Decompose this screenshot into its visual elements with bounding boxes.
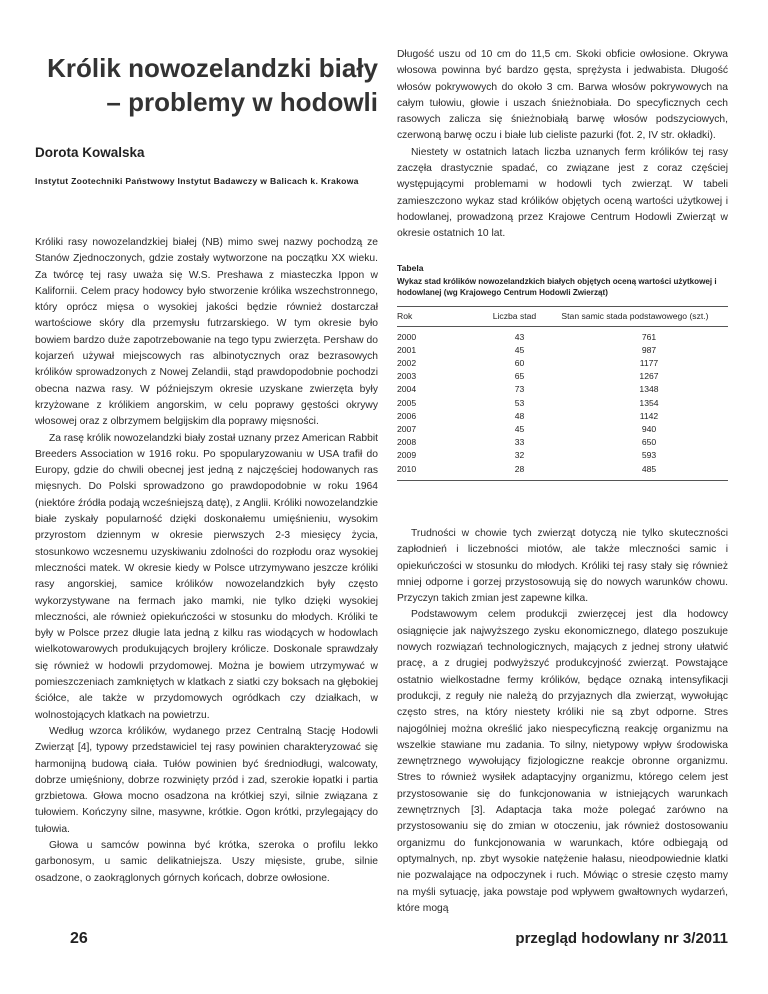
cell-year: 2010 (397, 463, 487, 481)
data-table-block (397, 263, 728, 481)
cell-year: 2008 (397, 437, 417, 448)
cell-herds: 33 (514, 437, 525, 448)
page-number: 26 (70, 930, 88, 947)
title-line-1: Królik nowozelandzki biały (47, 53, 378, 83)
cell-females: 650 (641, 437, 657, 448)
paragraph: Króliki rasy nowozelandzkiej białej (NB) mimo swej nazwy pochodzą ze Stanów Zjednoczonych, gdzie zostały wytworzone na początku XX wieku. Za twórcę tej rasy uważa się W.S. Preshawa z miasteczka Ippon w Kalifornii. Celem pracy hodowcy było stworzenie królika wszechstronnego, który oprócz mięsa o wysokiej jakości będzie również dostarczał wartościowe skóry dla przemysłu futrzarskiego. W tym okresie było bowiem bardzo duże zapotrzebowanie na tego typu zwierzęta. Pershaw do kojarzeń używał miejscowych ras albinotycznych oraz bezrasowych królików sprowadzonych z Nowej Zelandii, stąd prawdopodobnie pochodzi obecna nazwa rasy. W późniejszym okresie uzyskane zwierzęta były krzyżowane z królikiem angorskim, w celu poprawy gęstości okrywy włosowej oraz z olbrzymem belgijskim dla poprawy mięsności. (35, 237, 378, 428)
paragraph: Podstawowym celem produkcji zwierzęcej jest dla hodowcy osiągnięcie jak najwyższego zysku ekonomicznego, dlatego poszukuje nowych rozwiązań technologicznych, mających z jednej strony ułatwić pracę, a z drugiej podwyższyć produkcyjność zwierząt. Powstające ostatnio wielkostadne fermy królików, będące oznaką intensyfikacji produkcji, z reguły nie należą do przyjaznych dla zwierząt, wywołując często stres, na który niestety króliki nie są zbyt odporne. Stres najogólniej można określić jako niespecyficzną reakcję organizmu na wszelkie stawiane mu zadania. To silny, nietypowy wpływ środowiska zewnętrznego wywołujący fizjologiczne reakcje obronne organizmu. Stres to również wysiłek adaptacyjny organizmu, którego celem jest przystosowanie się do funkcjonowania w istniejących warunkach zewnętrznych [3]. Adaptacja taka może polegać zarówno na przystosowaniu się do zmian w otoczeniu, jak również dostosowaniu organizmu do funkcjonowania w warunkach, które odbiegają od optymalnych, np. zbyt wysokie natężenie hałasu, nieodpowiednie klatki nie pozwalające na odpoczynek i ruch. Mówiąc o stresie często mamy na myśli sytuację, jaka powstaje pod wpływem gwałtownych wydarzeń, które mogą (397, 609, 728, 914)
cell-females: 485 (542, 463, 728, 481)
cell-females: 1142 (639, 410, 659, 421)
cell-females: 1267 (639, 371, 659, 382)
paragraph: Długość uszu od 10 cm do 11,5 cm. Skoki obficie owłosione. Okrywa włosowa powinna być bardzo gęsta, sprężysta i jedwabista. Długość włosów pokrywowych do około 3 cm. Barwa włosów pokrywowych na całym tułowiu, głowie i uszach śnieżnobiała. Do specyficznych cech rasowych zalicza się śnieżnobiałą barwę włosów podszyciowych, czerwoną barwę oczu i białe lub cieliste pazurki (fot. 2, IV str. okładki). (397, 49, 728, 142)
journal-footer: przegląd hodowlany nr 3/2011 (515, 930, 728, 947)
paragraph: Trudności w chowie tych zwierząt dotyczą nie tylko skuteczności zapłodnień i liczebności miotów, ale także mleczności samic i opiekuńczości w stosunku do młodych. Króliki tej rasy stały się również mniej odporne i gorzej przystosowują się do nowych warunków chowu. Przyczyn takich zmian jest zapewne kilka. (397, 528, 728, 605)
title-line-2: – problemy w hodowli (106, 87, 378, 117)
table-row (397, 410, 728, 423)
table-row (397, 423, 728, 436)
cell-year: 2001 (397, 344, 417, 355)
cell-year: 2009 (397, 450, 417, 461)
article-title (35, 51, 378, 119)
cell-females: 987 (641, 344, 657, 355)
cell-herds: 53 (514, 397, 525, 408)
cell-year: 2007 (397, 423, 417, 434)
cell-herds: 32 (514, 450, 525, 461)
paragraph: Głowa u samców powinna być krótka, szeroka o profilu lekko garbonosym, u samic delikatniejsza. Uszy mięsiste, grube, silnie osadzone, o zaokrąglonych górnych końcach, dobrze owłosione. (35, 839, 378, 884)
body-text-right-bottom (397, 526, 728, 917)
cell-herds: 43 (514, 331, 525, 342)
cell-year: 2004 (397, 384, 417, 395)
cell-year: 2006 (397, 410, 417, 421)
cell-herds: 28 (487, 463, 542, 481)
table-row (397, 370, 728, 383)
author-name: Dorota Kowalska (35, 145, 145, 160)
cell-year: 2005 (397, 397, 417, 408)
herd-table (397, 306, 728, 481)
header-herd-count: Liczba stad (487, 307, 542, 327)
header-year: Rok (397, 307, 487, 327)
paragraph: Za rasę królik nowozelandzki biały został uznany przez American Rabbit Breeders Association w 1916 roku. Po spopularyzowaniu w USA trafił do Europy, gdzie do chwili obecnej jest jedną z najczęściej hodowanych ras mięsnych. Do Polski sprowadzono go prawdopodobnie w roku 1964 (niektóre źródła podają wcześniejszą datę), z Anglii. Króliki nowozelandzkie białe zyskały popularność dzięki doskonałemu umięśnieniu, wysokim przyrostom dziennym w okresie pierwszych 2-3 miesięcy życia, stosunkowo wczesnemu uzyskiwaniu zdolności do rozpłodu oraz wysokiej mleczności matek. W okresie kiedy w Polsce utrzymywano jeszcze króliki rasy angorskiej, samice królików nowozelandzkich były często wykorzystywane na fermach jako mamki, nie tylko dzięki wysokiej mleczności, ale również opiekuńczości w stosunku do młodych. Króliki te były w Polsce przez długie lata jedną z kilku ras wiodących w hodowlach wielkotowarowych produkujących brojlery królicze. Doskonale sprawdzały się również w hodowli przydomowej. Można je bowiem utrzymywać w pomieszczeniach zamkniętych w klatkach z siatki czy boksach na głębokiej ściółce, ale także w przydomowych ogródkach czy działkach, w wolnostojących klatkach na powietrzu. (35, 432, 378, 721)
author-affiliation: Instytut Zootechniki Państwowy Instytut Badawczy w Balicach k. Krakowa (35, 176, 359, 186)
cell-herds: 73 (514, 384, 525, 395)
cell-herds: 45 (514, 344, 525, 355)
table-row (397, 463, 728, 481)
body-text-left (35, 235, 378, 887)
table-row (397, 436, 728, 449)
table-row (397, 383, 728, 396)
cell-herds: 65 (514, 371, 525, 382)
table-row (397, 344, 728, 357)
paragraph: Według wzorca królików, wydanego przez Centralną Stację Hodowli Zwierząt [4], typowy przedstawiciel tej rasy powinien charakteryzować się harmonijną budową ciała. Tułów powinien być średniodługi, walcowaty, dobrze umięśniony, dobrze rozwinięty przód i zad, szerokie łopatki i partia grzbietowa. Głowa mocno osadzona na krótkiej szyi, silnie związana z tułowiem. Kończyny silne, masywne, krótkie. Ogon krótki, przylegający do tułowia. (35, 725, 378, 835)
table-row (397, 326, 728, 344)
cell-herds: 48 (514, 410, 525, 421)
table-row (397, 449, 728, 462)
table-caption: Wykaz stad królików nowozelandzkich białych objętych oceną wartości użytkowej i hodowlanej (wg Krajowego Centrum Hodowli Zwierząt) (397, 277, 717, 297)
cell-year: 2003 (397, 371, 417, 382)
cell-year: 2002 (397, 357, 417, 368)
cell-year: 2000 (397, 331, 417, 342)
cell-herds: 60 (514, 357, 525, 368)
table-header-row (397, 307, 728, 327)
cell-females: 761 (641, 331, 657, 342)
cell-herds: 45 (514, 423, 525, 434)
cell-females: 1177 (639, 357, 659, 368)
cell-females: 1348 (639, 384, 659, 395)
header-female-count: Stan samic stada podstawowego (szt.) (542, 307, 728, 327)
body-text-right-top (397, 47, 728, 243)
table-row (397, 397, 728, 410)
paragraph: Niestety w ostatnich latach liczba uznanych ferm królików tej rasy zaczęła drastycznie spadać, co związane jest z coraz częściej występującymi problemami w hodowli tych zwierząt. W tabeli zamieszczono wykaz stad królików objętych oceną wartości użytkowej i hodowlanej, prowadzoną przez Krajowe Centrum Hodowli Zwierząt w okresie ostatnich 10 lat. (397, 146, 728, 240)
cell-females: 1354 (639, 397, 659, 408)
cell-females: 940 (641, 423, 657, 434)
table-row (397, 357, 728, 370)
table-label: Tabela (397, 263, 424, 273)
cell-females: 593 (641, 450, 657, 461)
